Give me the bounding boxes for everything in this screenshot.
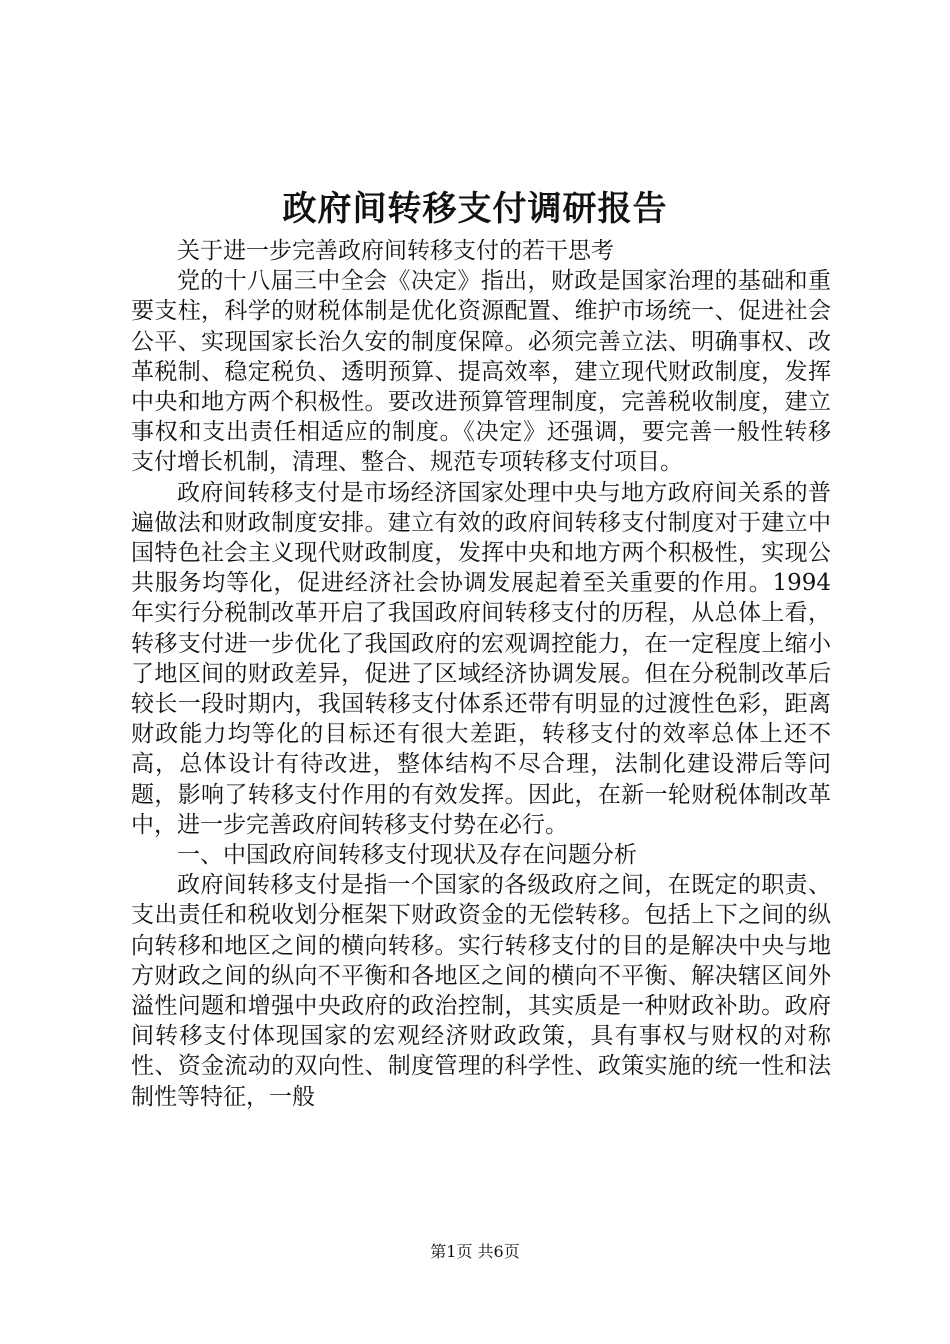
body-paragraph: 政府间转移支付是指一个国家的各级政府之间，在既定的职责、支出责任和税收划分框架下财政资金的无偿转移。包括上下之间的纵向转移和地区之间的横向转移。实行转移支付的目的是解决中央与地方财政之间的纵向不平衡和各地区之间的横向不平衡、解决辖区间外溢性问题和增强中央政府的政治控制，其实质是一种财政补助。政府间转移支付体现国家的宏观经济财政政策，具有事权与财权的对称性、资金流动的双向性、制度管理的科学性、政策实施的统一性和法制性等特征，一般 [131, 872, 831, 1110]
document-body [131, 236, 831, 1112]
body-paragraph: 党的十八届三中全会《决定》指出，财政是国家治理的基础和重要支柱，科学的财税体制是优化资源配置、维护市场统一、促进社会公平、实现国家长治久安的制度保障。必须完善立法、明确事权、改革税制、稳定税负、透明预算、提高效率，建立现代财政制度，发挥中央和地方两个积极性。要改进预算管理制度，完善税收制度，建立事权和支出责任相适应的制度。《决定》还强调，要完善一般性转移支付增长机制，清理、整合、规范专项转移支付项目。 [131, 268, 831, 476]
body-paragraph: 政府间转移支付是市场经济国家处理中央与地方政府间关系的普遍做法和财政制度安排。建立有效的政府间转移支付制度对于建立中国特色社会主义现代财政制度，发挥中央和地方两个积极性，实现公共服务均等化，促进经济社会协调发展起着至关重要的作用。1994年实行分税制改革开启了我国政府间转移支付的历程，从总体上看，转移支付进一步优化了我国政府的宏观调控能力，在一定程度上缩小了地区间的财政差异，促进了区域经济协调发展。但在分税制改革后较长一段时期内，我国转移支付体系还带有明显的过渡性色彩，距离财政能力均等化的目标还有很大差距，转移支付的效率总体上还不高，总体设计有待改进，整体结构不尽合理，法制化建设滞后等问题，影响了转移支付作用的有效发挥。因此，在新一轮财税体制改革中，进一步完善政府间转移支付势在必行。 [131, 479, 831, 838]
section-heading: 一、中国政府间转移支付现状及存在问题分析 [177, 842, 637, 869]
page-number-footer: 第1页 共6页 [430, 1242, 520, 1261]
document-title: 政府间转移支付调研报告 [282, 189, 668, 229]
subtitle-paragraph: 关于进一步完善政府间转移支付的若干思考 [177, 238, 614, 264]
